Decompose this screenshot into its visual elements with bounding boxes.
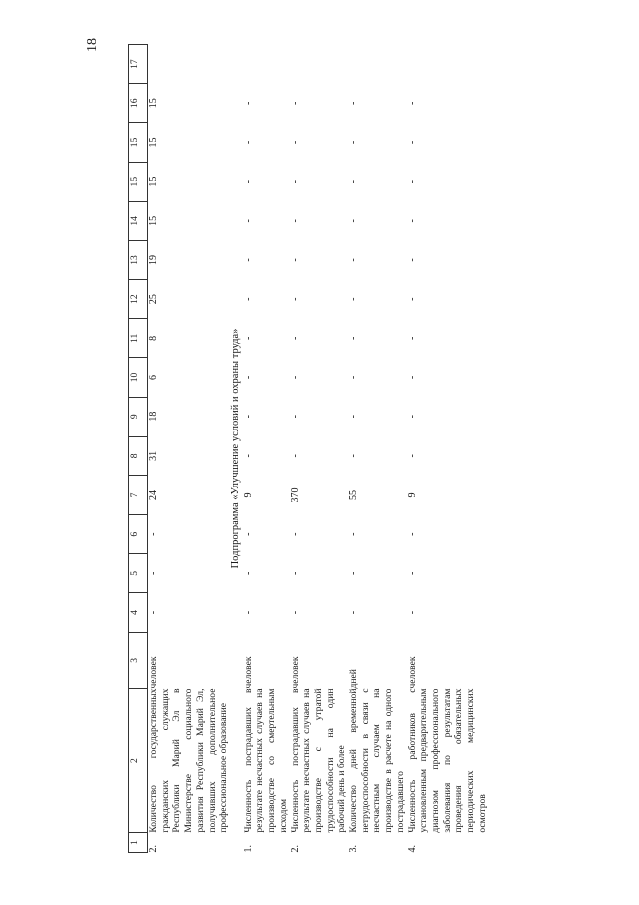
- value-cell: -: [406, 179, 418, 184]
- value-cell: -: [406, 454, 418, 458]
- value-cell: 9: [406, 492, 418, 498]
- value-cell: 15: [148, 176, 159, 187]
- row-number: 2.: [289, 845, 301, 853]
- indicator-name: Численность работников с установленным предварительным диагнозом профессионального заболевания по результатам проведения обязательных периодических медицинских осмотров: [406, 688, 488, 833]
- table-row: [348, 45, 407, 853]
- value-cell: [290, 45, 349, 84]
- value-cell: -: [406, 140, 418, 145]
- value-cell: -: [242, 454, 254, 458]
- value-cell: [348, 45, 407, 84]
- value-cell: 55: [348, 490, 360, 501]
- value-cell: -: [148, 610, 159, 615]
- row-number: 4.: [406, 845, 418, 853]
- value-cell: -: [348, 101, 360, 105]
- value-cell: -: [406, 297, 418, 301]
- table-container: [128, 44, 625, 853]
- section-heading: Подпрограмма «Улучшение условий и охраны труда»: [229, 328, 241, 569]
- unit-of-measure: дней: [348, 669, 360, 689]
- column-header: 15: [129, 123, 148, 162]
- value-cell: 24: [148, 490, 159, 501]
- value-cell: -: [242, 258, 254, 262]
- value-cell: -: [406, 532, 418, 536]
- value-cell: -: [242, 375, 254, 380]
- unit-of-measure: человек: [406, 656, 418, 689]
- value-cell: 25: [148, 294, 159, 305]
- value-cell: -: [289, 454, 301, 458]
- section-row: [230, 45, 243, 853]
- value-cell: -: [289, 571, 301, 576]
- value-cell: -: [242, 610, 254, 615]
- unit-of-measure: человек: [148, 656, 159, 689]
- row-number: 1.: [242, 845, 254, 853]
- value-cell: -: [348, 454, 360, 458]
- indicator-name: Численность пострадавших в результате несчастных случаев на производстве с утратой трудоспособности на один рабочий день и более: [289, 688, 348, 833]
- value-cell: -: [242, 532, 254, 536]
- value-cell: 8: [148, 335, 159, 341]
- value-cell: 19: [148, 254, 159, 265]
- column-header: 7: [129, 475, 148, 514]
- value-cell: -: [406, 258, 418, 262]
- column-header: 10: [129, 358, 148, 397]
- indicator-name: Численность пострадавших в результате несчастных случаев на производстве со смертельным исходом: [242, 688, 289, 833]
- column-header: 3: [129, 632, 148, 688]
- indicator-name: Количество государственных гражданских служащих Республики Марий Эл в Министерстве социального развития Республики Марий Эл, получивших дополнительное профессиональное образование: [148, 688, 230, 833]
- column-header: 2: [129, 689, 148, 833]
- value-cell: -: [348, 140, 360, 145]
- indicators-table: [128, 44, 498, 853]
- unit-of-measure: человек: [289, 656, 301, 689]
- value-cell: -: [289, 336, 301, 340]
- value-cell: 15: [148, 215, 159, 226]
- value-cell: 15: [148, 137, 159, 148]
- column-header: 5: [129, 554, 148, 593]
- value-cell: -: [148, 571, 159, 576]
- value-cell: -: [348, 297, 360, 301]
- value-cell: -: [289, 375, 301, 380]
- value-cell: -: [348, 219, 360, 223]
- value-cell: 18: [148, 411, 159, 422]
- value-cell: 9: [242, 492, 254, 498]
- column-header: 9: [129, 397, 148, 436]
- indicator-name: Количество дней временной нетрудоспособности в связи с несчастным случаем на производстве в расчете на одного пострадавшего: [348, 688, 406, 833]
- value-cell: -: [289, 258, 301, 262]
- value-cell: -: [242, 336, 254, 340]
- value-cell: -: [242, 571, 254, 576]
- value-cell: -: [289, 179, 301, 184]
- value-cell: -: [242, 179, 254, 184]
- value-cell: -: [242, 140, 254, 145]
- column-header: 16: [129, 84, 148, 123]
- column-header: 1: [129, 833, 148, 853]
- column-header: 13: [129, 240, 148, 279]
- column-header: 14: [129, 201, 148, 240]
- table-row: [290, 45, 349, 853]
- value-cell: -: [289, 532, 301, 536]
- value-cell: -: [289, 140, 301, 145]
- value-cell: -: [348, 179, 360, 184]
- table-row: [407, 45, 499, 853]
- value-cell: -: [406, 336, 418, 340]
- value-cell: -: [289, 101, 301, 105]
- table-row: [243, 45, 290, 853]
- column-header: 12: [129, 280, 148, 319]
- row-number: 2.: [148, 845, 159, 853]
- value-cell: -: [242, 101, 254, 105]
- value-cell: -: [406, 219, 418, 223]
- value-cell: -: [348, 415, 360, 419]
- column-header: 8: [129, 436, 148, 475]
- value-cell: -: [406, 571, 418, 576]
- value-cell: -: [242, 415, 254, 419]
- column-number-row: [129, 45, 148, 853]
- value-cell: -: [289, 297, 301, 301]
- value-cell: -: [348, 336, 360, 340]
- value-cell: -: [348, 610, 360, 615]
- value-cell: -: [348, 532, 360, 536]
- value-cell: -: [406, 415, 418, 419]
- value-cell: -: [289, 219, 301, 223]
- column-header: 4: [129, 593, 148, 632]
- value-cell: [243, 45, 290, 84]
- value-cell: -: [289, 415, 301, 419]
- value-cell: -: [406, 610, 418, 615]
- value-cell: 31: [148, 450, 159, 461]
- table-row: [148, 45, 230, 853]
- value-cell: [148, 45, 230, 84]
- value-cell: -: [148, 532, 159, 536]
- column-header: 11: [129, 319, 148, 358]
- value-cell: -: [406, 101, 418, 105]
- value-cell: -: [406, 375, 418, 380]
- unit-of-measure: человек: [242, 656, 254, 689]
- column-header: 17: [129, 45, 148, 84]
- value-cell: -: [348, 258, 360, 262]
- value-cell: -: [348, 571, 360, 576]
- row-number: 3.: [348, 845, 360, 853]
- value-cell: [407, 45, 499, 84]
- value-cell: 15: [148, 98, 159, 109]
- column-header: 6: [129, 515, 148, 554]
- value-cell: 6: [148, 375, 159, 380]
- value-cell: -: [242, 219, 254, 223]
- value-cell: -: [242, 297, 254, 301]
- column-header: 15: [129, 162, 148, 201]
- value-cell: -: [348, 375, 360, 380]
- value-cell: -: [289, 610, 301, 615]
- value-cell: 370: [289, 487, 301, 503]
- page-number: 18: [85, 38, 100, 52]
